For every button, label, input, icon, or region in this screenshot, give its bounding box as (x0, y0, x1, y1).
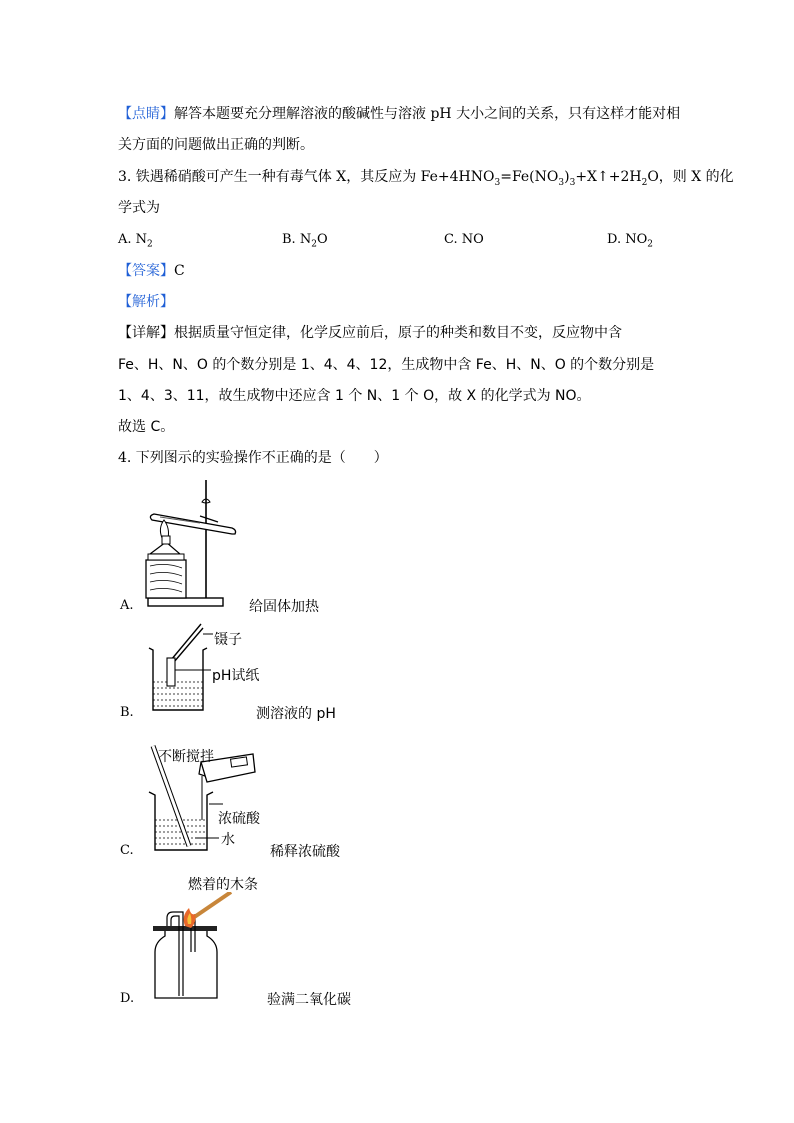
q3-sub: 3 (569, 177, 576, 188)
q3-stem-suffix: O，则 X 的化 (647, 169, 734, 185)
analysis-mark: 【解析】 (118, 294, 174, 310)
tip-line-1 (118, 103, 680, 123)
label-conc-acid: 浓硫酸 (218, 811, 260, 827)
figure-b-caption: 测溶液的 pH (256, 706, 336, 722)
figure-ph-test (145, 620, 220, 715)
q3-detail-line-3: 1、4、3、11，故生成物中还应含 1 个 N、1 个 O，故 X 的化学式为 NO。 (118, 388, 591, 404)
option-label: B. N (282, 232, 312, 247)
label-stir: 不断搅拌 (158, 749, 214, 765)
figure-c-letter: C. (120, 843, 134, 858)
q3-sub: 3 (558, 177, 565, 188)
figure-d-caption: 验满二氧化碳 (267, 992, 351, 1008)
option-sub: 2 (647, 239, 653, 250)
q3-stem-prefix: 3. 铁遇稀硝酸可产生一种有毒气体 X，其反应为 Fe+4HNO (118, 169, 495, 185)
q3-option-b (282, 232, 328, 250)
figure-co2-test (145, 892, 260, 1002)
q3-conclusion: 故选 C。 (118, 419, 175, 435)
tip-text-1: 解答本题要充分理解溶液的酸碱性与溶液 pH 大小之间的关系，只有这样才能对相 (174, 106, 681, 122)
q3-option-a (118, 232, 153, 250)
q3-stem-mid: =Fe(NO (500, 169, 559, 185)
q3-sub: 2 (641, 177, 648, 188)
figure-a-letter: A. (120, 598, 134, 613)
q3-option-c: C. NO (444, 232, 484, 247)
tip-line-2: 关方面的问题做出正确的判断。 (118, 137, 314, 153)
option-sub: 2 (311, 239, 317, 250)
q3-option-d (607, 232, 653, 250)
figure-heating-solid (140, 476, 245, 608)
label-burning-stick: 燃着的木条 (188, 877, 258, 893)
q3-stem-mid: +X↑+2H (575, 169, 642, 185)
option-sub: 2 (147, 239, 153, 250)
label-tweezers: 镊子 (214, 632, 242, 648)
q3-detail-line-1 (118, 322, 622, 342)
figure-b-letter: B. (120, 705, 134, 720)
detail-mark: 【详解】 (118, 325, 174, 341)
answer-mark: 【答案】 (118, 263, 174, 279)
figure-d-letter: D. (120, 991, 135, 1006)
figure-c-caption: 稀释浓硫酸 (270, 844, 340, 860)
answer-value: C (174, 263, 185, 279)
q3-stem-mid: ) (564, 169, 570, 185)
q3-sub: 3 (494, 177, 501, 188)
tip-mark: 【点睛】 (118, 106, 174, 122)
q4-stem: 4. 下列图示的实验操作不正确的是（ ） (118, 450, 388, 466)
option-label: D. NO (607, 232, 648, 247)
q3-stem-line-1 (118, 166, 734, 188)
q3-detail-line-2: Fe、H、N、O 的个数分别是 1、4、4、12，生成物中含 Fe、H、N、O 的个数分别是 (118, 357, 655, 373)
option-tail: O (316, 232, 328, 247)
q3-answer-line (118, 260, 185, 280)
q3-stem-line-2: 学式为 (118, 200, 160, 216)
detail-text-1: 根据质量守恒定律，化学反应前后，原子的种类和数目不变，反应物中含 (174, 325, 622, 341)
figure-a-caption: 给固体加热 (249, 599, 319, 615)
label-ph-paper: pH试纸 (212, 668, 260, 684)
q3-analysis-line (118, 291, 174, 311)
label-water: 水 (221, 832, 235, 848)
option-label: A. N (118, 232, 148, 247)
